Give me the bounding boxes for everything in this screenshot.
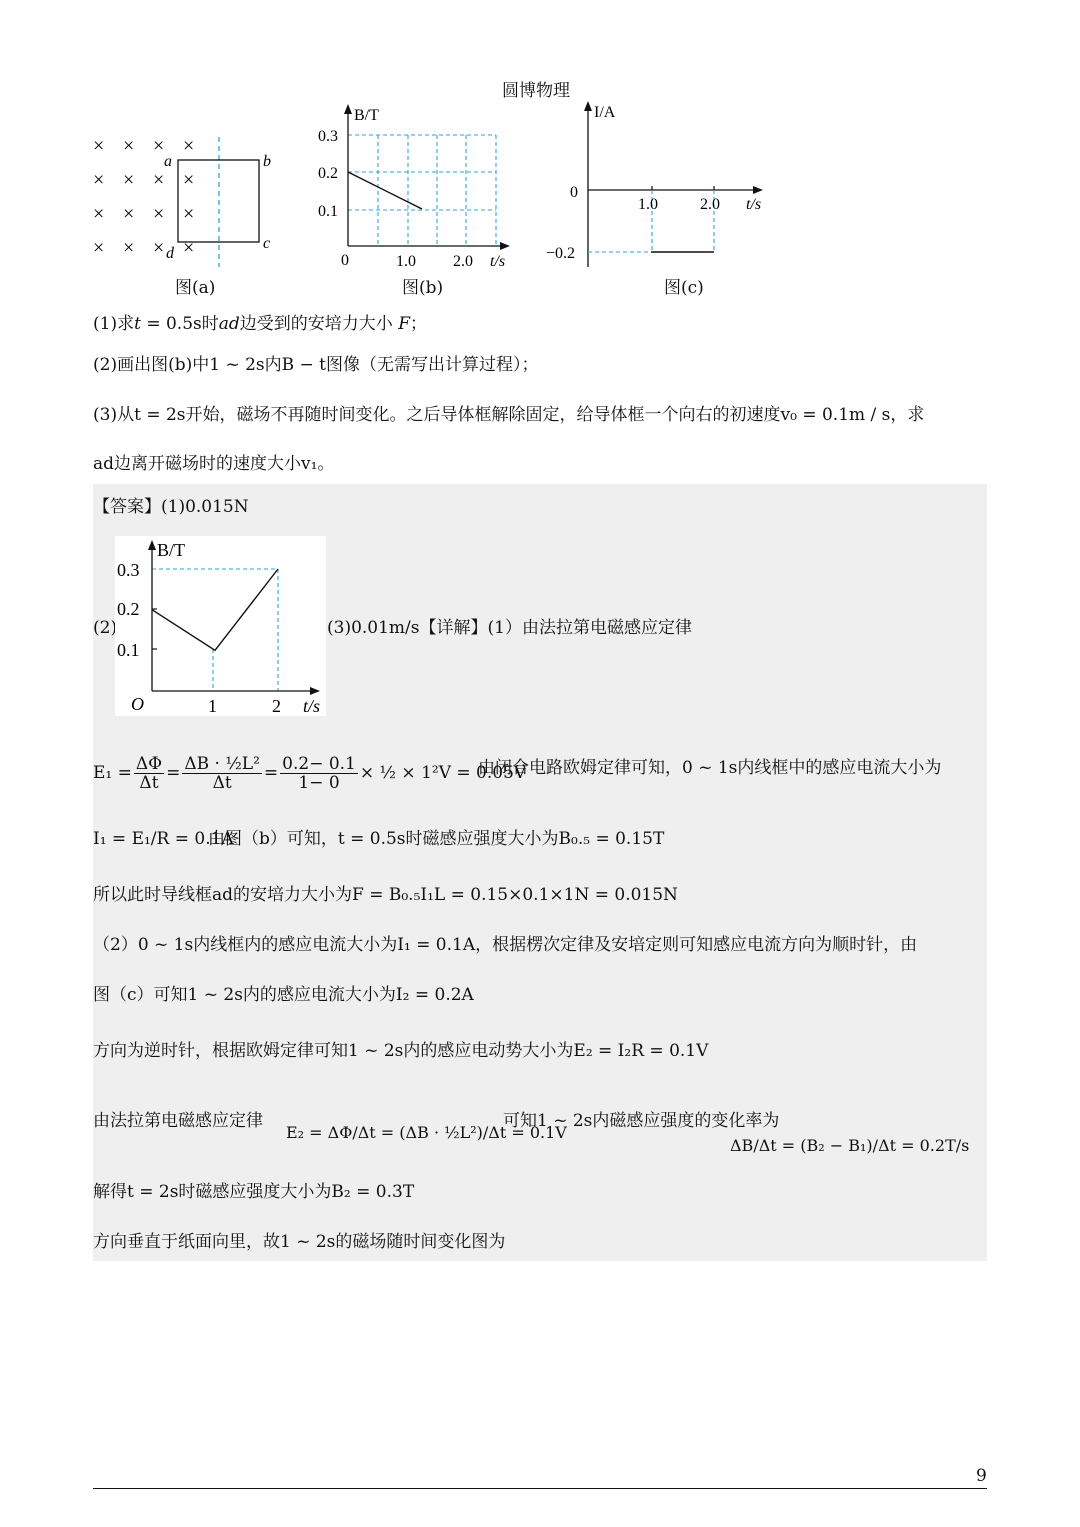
answer-part2-line-e: 解得t = 2s时磁感应强度大小为B₂ = 0.3T <box>93 1182 415 1202</box>
answer-part2-prefix: (2) <box>93 618 118 638</box>
figure-b-origin: 0 <box>341 252 349 269</box>
cross-3-2: × <box>153 237 165 259</box>
cross-1-2: × <box>153 169 165 191</box>
answer-part3-inline: (3)0.01m/s【详解】(1）由法拉第电磁感应定律 <box>327 618 692 638</box>
equation-3: E₂ = ΔΦ/Δt = (ΔB · ½L²)/Δt = 0.1V <box>286 1123 567 1142</box>
answer-part2-line-c: 方向为逆时针，根据欧姆定律可知1 ~ 2s内的感应电动势大小为E₂ = I₂R = 0.1V <box>93 1041 709 1061</box>
cross-0-0: × <box>93 135 105 157</box>
figure-b-xlabel: t/s <box>490 253 506 270</box>
figure-b-xtick-2.0: 2.0 <box>453 253 473 270</box>
cross-0-1: × <box>123 135 135 157</box>
answer-chart-origin: O <box>131 694 144 714</box>
cross-0-3: × <box>183 135 195 157</box>
header-brand: 圆博物理 <box>502 81 570 101</box>
corner-d-label: d <box>166 245 174 262</box>
cross-3-0: × <box>93 237 105 259</box>
figure-b-series-line <box>348 172 422 209</box>
figure-b-xtick-1.0: 1.0 <box>396 253 416 270</box>
cross-2-1: × <box>123 203 135 225</box>
question-3-line-2: ad边离开磁场时的速度大小v₁。 <box>93 454 335 474</box>
corner-c-label: c <box>263 235 271 252</box>
answer-chart-ytick-0.3: 0.3 <box>117 560 140 580</box>
figure-b-ylabel: B/T <box>354 107 379 124</box>
figure-a <box>90 130 290 270</box>
cross-1-3: × <box>183 169 195 191</box>
equation-1-after: 由闭合电路欧姆定律可知，0 ~ 1s内线框中的感应电流大小为 <box>478 758 942 778</box>
equation-2-after: 由图（b）可知，t = 0.5s时磁感应强度大小为B₀.₅ = 0.15T <box>208 829 665 849</box>
answer-part2-line-b: 图（c）可知1 ~ 2s内的感应电流大小为I₂ = 0.2A <box>93 985 474 1005</box>
cross-0-2: × <box>153 135 165 157</box>
figure-b-y-arrow <box>344 104 352 114</box>
page-number: 9 <box>976 1466 987 1486</box>
question-2: (2)画出图(b)中1 ~ 2s内B − t图像（无需写出计算过程）； <box>93 355 539 375</box>
answer-bt-chart <box>115 536 326 716</box>
answer-chart-series-line <box>152 569 278 650</box>
figure-c-y-arrow <box>584 101 592 111</box>
cross-3-1: × <box>123 237 135 259</box>
answer-chart-ytick-0.2: 0.2 <box>117 599 140 619</box>
figure-c-caption: 图(c) <box>664 278 704 298</box>
figure-b-ytick-0.2: 0.2 <box>318 165 338 182</box>
figure-c <box>540 95 775 275</box>
figure-b-ytick-0.3: 0.3 <box>318 128 338 145</box>
figure-b <box>310 100 520 275</box>
magnetic-field-crosses <box>93 135 194 259</box>
figure-a-caption: 图(a) <box>175 278 216 298</box>
question-3-line-1: (3)从t = 2s开始，磁场不再随时间变化。之后导体框解除固定，给导体框一个向右的初速度v₀ = 0.1m / s，求 <box>93 405 925 425</box>
cross-3-3: × <box>183 237 195 259</box>
figure-b-ytick-0.1: 0.1 <box>318 203 338 220</box>
answer-chart-ylabel: B/T <box>157 540 186 560</box>
corner-b-label: b <box>263 153 271 170</box>
figure-c-xlabel: t/s <box>746 196 762 213</box>
figure-c-ytick-neg0.2: −0.2 <box>546 245 576 262</box>
cross-2-3: × <box>183 203 195 225</box>
answer-label: 【答案】(1)0.015N <box>93 497 249 517</box>
footer-rule <box>93 1488 987 1489</box>
figure-b-x-arrow <box>500 242 510 250</box>
figure-c-xtick-1.0: 1.0 <box>638 196 658 213</box>
figure-b-caption: 图(b) <box>402 278 444 298</box>
equation-1: E₁ = $\frac{\Delta\Phi}{\Delta t}$ = $\frac{\text{ΔB · ½L²}}{\Delta t}$ = $\frac{0.2- 0.1}{1- 0}$ × ½ × 1²V = 0.05V <box>93 753 527 793</box>
corner-a-label: a <box>164 153 172 170</box>
cross-1-1: × <box>123 169 135 191</box>
figure-c-ytick-0: 0 <box>570 184 578 201</box>
equation-2: I₁ = E₁/R = 0.1A <box>93 829 234 849</box>
figure-c-ylabel: I/A <box>594 104 616 121</box>
figure-c-x-arrow <box>753 186 763 194</box>
cross-2-2: × <box>153 203 165 225</box>
answer-part2-line-f: 方向垂直于纸面向里，故1 ~ 2s的磁场随时间变化图为 <box>93 1232 506 1252</box>
answer-part2-line-d-prefix: 由法拉第电磁感应定律 <box>93 1111 263 1131</box>
answer-part2-line-a: （2）0 ~ 1s内线框内的感应电流大小为I₁ = 0.1A，根据楞次定律及安培定则可知感应电流方向为顺时针，由 <box>93 935 918 955</box>
figure-c-xtick-2.0: 2.0 <box>700 196 720 213</box>
cross-2-0: × <box>93 203 105 225</box>
answer-chart-xtick-2: 2 <box>272 696 281 716</box>
answer-part2-line-d-mid: 可知1 ~ 2s内磁感应强度的变化率为 <box>503 1111 780 1131</box>
answer-chart-guides <box>152 569 278 691</box>
question-1: (1)求t = 0.5s时ad边受到的安培力大小 F； <box>93 314 427 334</box>
equation-4: ΔB/Δt = (B₂ − B₁)/Δt = 0.2T/s <box>730 1136 970 1155</box>
answer-chart-xlabel: t/s <box>303 696 321 716</box>
answer-chart-xtick-1: 1 <box>208 696 217 716</box>
cross-1-0: × <box>93 169 105 191</box>
figure-b-grid <box>348 135 496 246</box>
answer-chart-ytick-0.1: 0.1 <box>117 640 140 660</box>
answer-force-line: 所以此时导线框ad的安培力大小为F = B₀.₅I₁L = 0.15×0.1×1N = 0.015N <box>93 885 678 905</box>
